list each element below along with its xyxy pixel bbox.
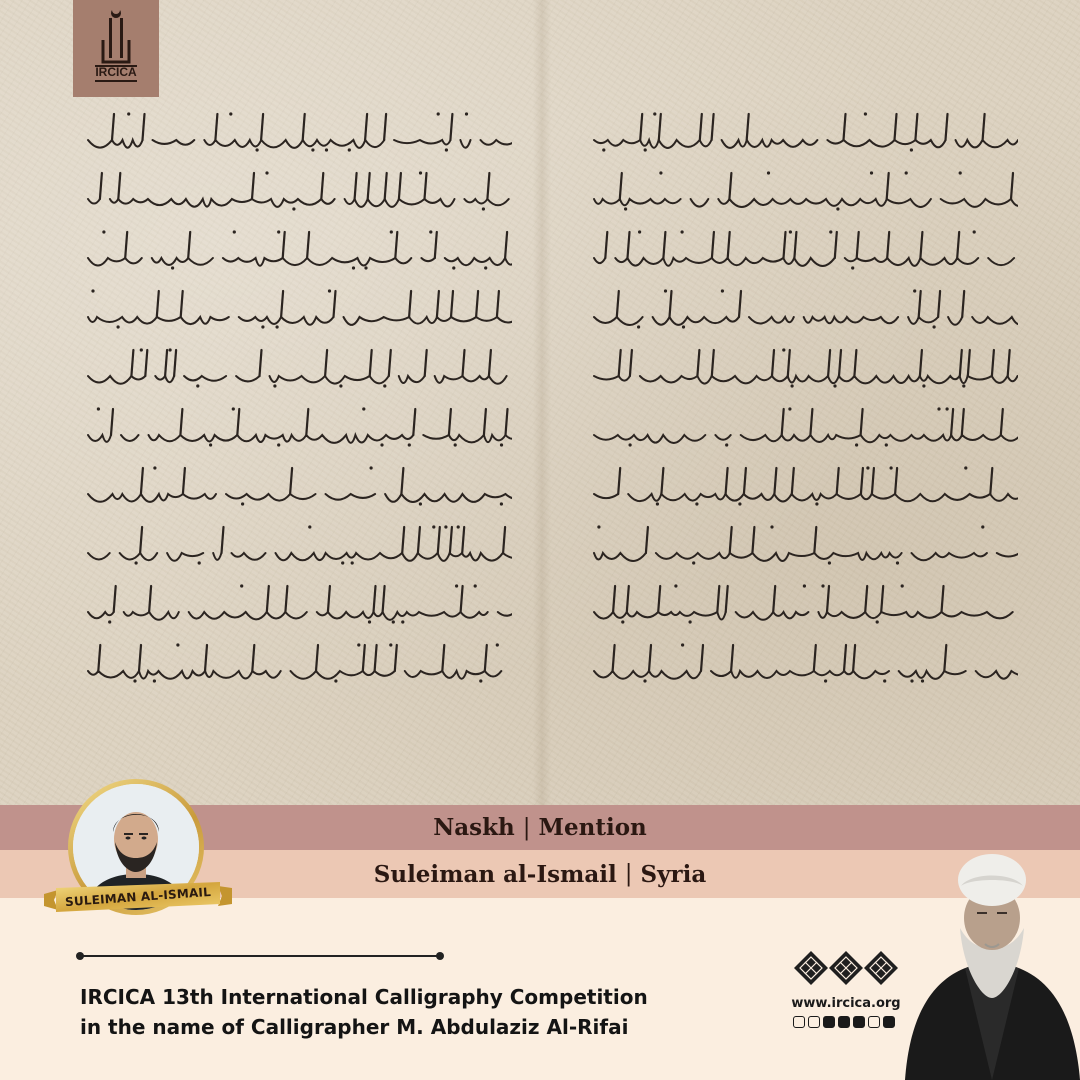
calligraphy-line [588, 277, 1018, 336]
calligraphy-line [82, 631, 512, 690]
competition-line-1: IRCICA 13th International Calligraphy Competition [80, 985, 648, 1009]
calligraphy-line [82, 395, 512, 454]
calligraphy-line [588, 218, 1018, 277]
script-name: Naskh [433, 814, 515, 841]
x-icon[interactable] [808, 1016, 820, 1028]
calligraphy-line [82, 100, 512, 159]
linkedin-icon[interactable] [853, 1016, 865, 1028]
calligraphy-line [82, 159, 512, 218]
calligraphy-line [82, 513, 512, 572]
competition-title [80, 982, 700, 1042]
calligraphy-line [588, 631, 1018, 690]
whatsapp-icon[interactable] [868, 1016, 880, 1028]
calligraphy-line [82, 218, 512, 277]
youtube-icon[interactable] [838, 1016, 850, 1028]
separator: | [522, 814, 531, 841]
artist-country: Syria [640, 860, 707, 888]
ircica-logo [73, 0, 159, 97]
calligraphy-line [588, 454, 1018, 513]
calligraphy-line [588, 100, 1018, 159]
calligraphy-page-right [588, 100, 1018, 690]
calligraphy-line [82, 454, 512, 513]
instagram-icon[interactable] [793, 1016, 805, 1028]
competition-line-2: in the name of Calligrapher M. Abdulaziz Al-Rifai [80, 1015, 629, 1039]
social-links [793, 1016, 895, 1028]
website-link[interactable]: www.ircica.org [791, 996, 901, 1011]
calligraphy-line [82, 336, 512, 395]
calligraphy-line [588, 572, 1018, 631]
telegram-icon[interactable] [883, 1016, 895, 1028]
ribbon-label: SULEIMAN AL-ISMAIL [64, 884, 212, 910]
calligrapher-portrait [905, 848, 1080, 1080]
calligraphy-line [588, 336, 1018, 395]
calligraphy-line [588, 513, 1018, 572]
ircica-logo-mark [73, 0, 159, 97]
paper-fold [533, 0, 551, 805]
divider [80, 955, 440, 957]
facebook-icon[interactable] [823, 1016, 835, 1028]
calligraphy-line [82, 277, 512, 336]
calligraphy-page-left [82, 100, 512, 690]
separator: | [624, 861, 633, 887]
calligraphy-line [588, 395, 1018, 454]
calligraphy-line [82, 572, 512, 631]
calligraphy-line [588, 159, 1018, 218]
ornament-diamonds [793, 950, 899, 986]
artist-name: Suleiman al-Ismail [373, 860, 617, 888]
award-name: Mention [538, 814, 647, 841]
logo-text: IRCICA [95, 65, 137, 79]
